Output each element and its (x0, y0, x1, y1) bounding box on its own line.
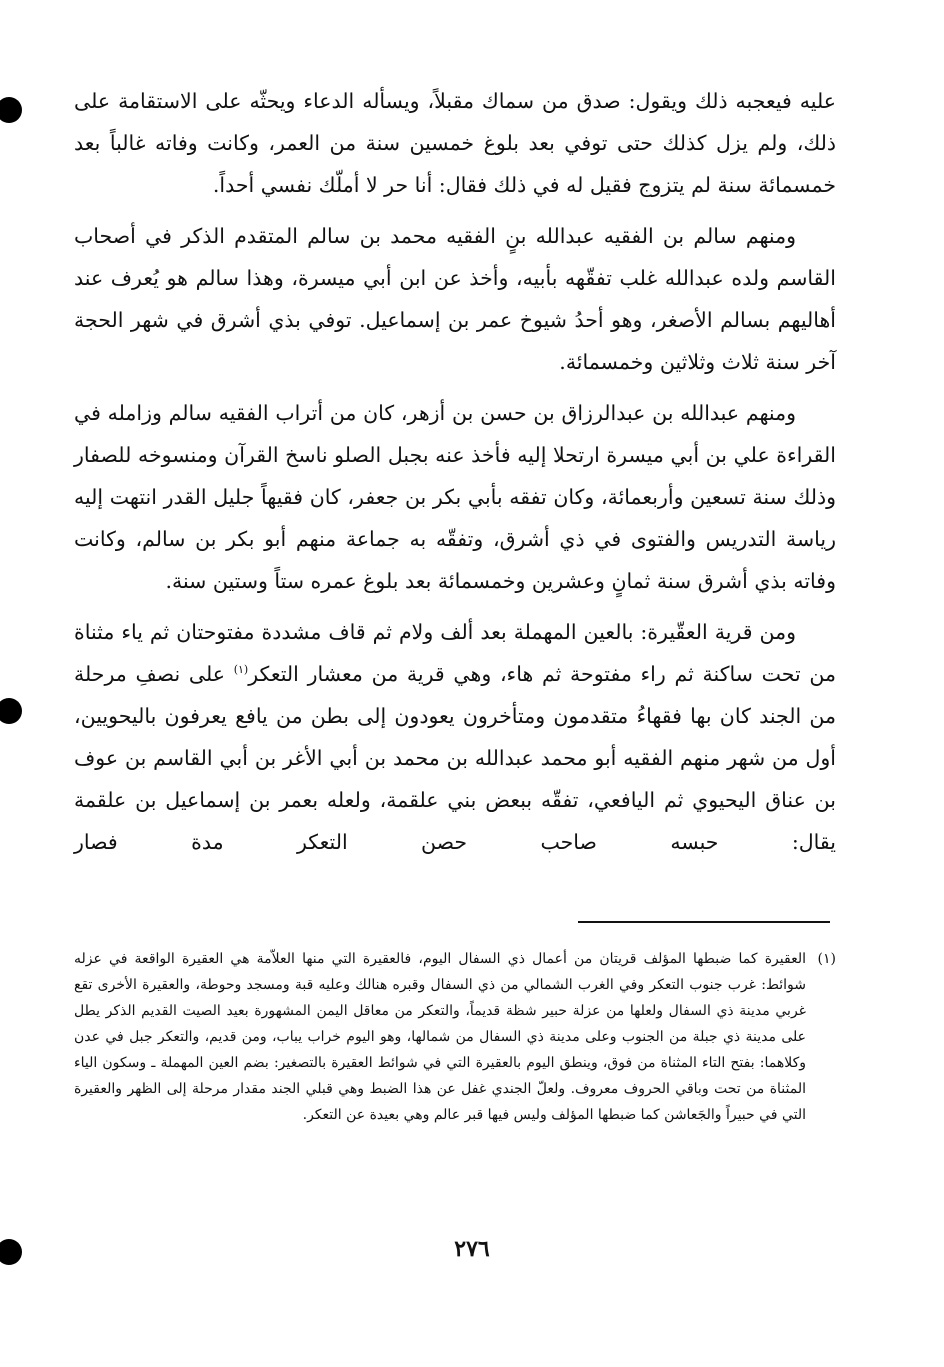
paragraph-3: ومنهم عبدالله بن عبدالرزاق بن حسن بن أزهر، كان من أتراب الفقيه سالم وزامله في القراءة علي بن أبي ميسرة ارتحلا إليه فأخذ عنه بجبل الصلو ناسخ القرآن ومنسوخه للصفار وذلك سنة تسعين وأربعمائة، وكان تفقه بأبي بكر بن جعفر، كان فقيهاً جليل القدر انتهت إليه رياسة التدريس والفتوى في ذي أشرق، وتفقّه به جماعة منهم أبو بكر بن سالم، وكانت وفاته بذي أشرق سنة ثمانٍ وعشرين وخمسمائة بعد بلوغ عمره ستاً وستين سنة. (74, 401, 836, 593)
paragraph-4-text-start: ومن قرية العقّيرة: بالعين المهملة بعد ألف ولام ثم قاف مشددة مفتوحتان ثم ياء مثناة من تحت ساكنة ثم راء مفتوحة ثم هاء، وهي قرية من معشار التعكر (74, 620, 836, 686)
main-text-body (74, 80, 836, 872)
binder-hole-top (0, 97, 22, 123)
footnote-reference[interactable]: (١) (233, 663, 249, 677)
footnote-number: (١) (817, 951, 836, 967)
footnote (74, 946, 836, 1128)
footnote-text: العقيرة كما ضبطها المؤلف قريتان من أعمال ذي السفال اليوم، فالعقيرة التي منها العلاّمة هي العقيرة الواقعة في عزله شوائط: غرب جنوب التعكر وفي الغرب الشمالي من ذي السفال وقبره هنالك وعليه قبة ومسجد وحوطة، والعقيرة الأخرى تقع غربي مدينة ذي السفال ولعلها من عزلة حبير شظة قديماً، والتعكر من معاقل اليمن المشهورة بعيد الصيت القديم الذكر يطل على مدينة ذي جبلة من الجنوب وعلى مدينة ذي السفال من شمالها، وهو اليوم خراب يباب، ومن قديم، والتعكر جبل في عدن وكلاهما: بفتح التاء المثناة من فوق، وينطق اليوم بالعقيرة التي في شوائط العقيرة بالتصغير: بضم العين المهملة ـ وسكون الياء المثناة من تحت وباقي الحروف معروف. ولعلّ الجندي غفل عن هذا الضبط وهي قبلي الجند مقدار مرحلة إلى الظهر والعقيرة التي في حبيراً والجَعاشن كما ضبطها المؤلف وليس فيها قبر عالم وهي بعيدة عن التعكر. (74, 951, 806, 1123)
footnote-separator (578, 921, 830, 923)
paragraph-2: ومنهم سالم بن الفقيه عبدالله بنٍ الفقيه محمد بن سالم المتقدم الذكر في أصحاب القاسم ولده عبدالله غلب تفقّهه بأبيه، وأخذ عن ابن أبي ميسرة، وهذا سالم هو يُعرف عند أهاليهم بسالم الأصغر، وهو أحدُ شيوخ عمر بن إسماعيل. توفي بذي أشرق في شهر الحجة آخر سنة ثلاث وثلاثين وخمسمائة. (74, 224, 836, 374)
paragraph-4 (74, 611, 836, 863)
paragraph-1: عليه فيعجبه ذلك ويقول: صدق من سماك مقبلاً، ويسأله الدعاء ويحثّه على الاستقامة على ذلك، ولم يزل كذلك حتى توفي بعد بلوغ خمسين سنة من العمر، وكانت وفاته غالباً بعد خمسمائة سنة لم يتزوج فقيل له في ذلك فقال: أنا حر لا أملّك نفسي أحداً. (74, 89, 836, 197)
paragraph-4-text-end: على نصفِ مرحلة من الجند كان بها فقهاءُ متقدمون ومتأخرون يعودون إلى بطن من يافع يعرفون باليحويين، أول من شهر منهم الفقيه أبو محمد عبدالله بن محمد بن أبي الأغر بن أبي القاسم بن عوف بن عناق اليحيوي ثم اليافعي، تفقّه ببعض بني علقمة، ولعله بعمر بن إسماعيل بن علقمة يقال: حبسه صاحب حصن التعكر مدة فصار (74, 662, 836, 854)
page-number: ٢٧٦ (454, 1236, 490, 1262)
binder-hole-middle (0, 698, 22, 724)
